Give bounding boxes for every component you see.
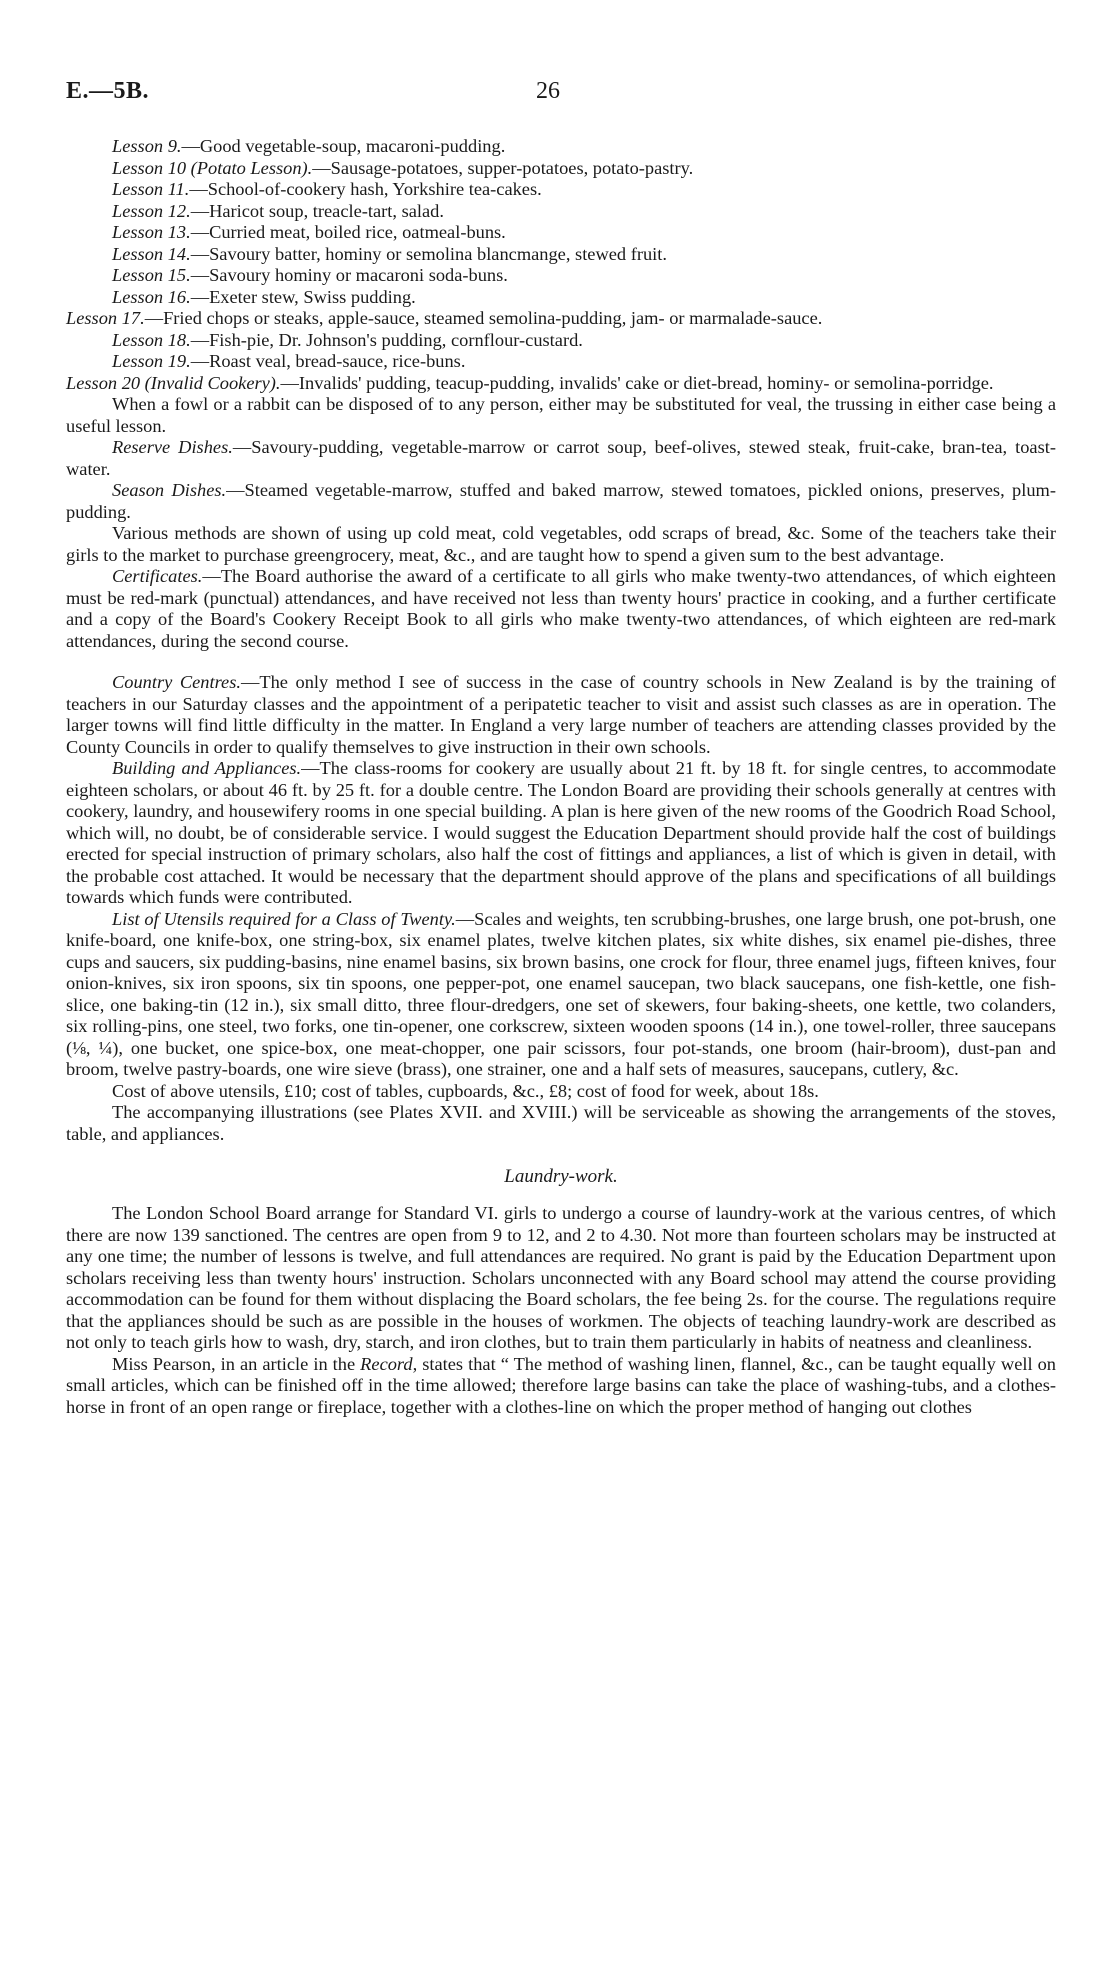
lesson-item: Lesson 10 (Potato Lesson).—Sausage-potatoes, supper-potatoes, potato-pastry.: [112, 157, 694, 178]
country-centres-paragraph: Country Centres.—The only method I see of success in the case of country schools in New Zealand is by the training of teachers in our Saturday classes and the appointment of a peripatetic teacher to visit and assist such classes as are in operation. The larger towns will find little difficulty in the matter. In England a very large number of teachers are attending classes provided by the County Councils in order to qualify themselves to give instruction in their own schools.: [66, 672, 1056, 757]
certificates-paragraph: Certificates.—The Board authorise the award of a certificate to all girls who make twenty-two attendances, of which eighteen must be red-mark (punctual) attendances, and have received not less than twenty hours' practice in cooking, and a further certificate and a copy of the Board's Cookery Receipt Book to all girls who make twenty-two attendances, of which eighteen are red-mark attendances, during the second course.: [66, 566, 1056, 651]
report-reference: E.—5B.: [66, 78, 150, 104]
page-header: [66, 78, 1056, 118]
lesson-item: Lesson 18.—Fish-pie, Dr. Johnson's pudding, cornflour-custard.: [112, 329, 583, 350]
lesson-item: Lesson 13.—Curried meat, boiled rice, oatmeal-buns.: [112, 222, 506, 242]
lesson-item: Lesson 12.—Haricot soup, treacle-tart, salad.: [112, 200, 444, 221]
lesson-list: [66, 136, 1056, 394]
lesson-item: Lesson 15.—Savoury hominy or macaroni soda-buns.: [112, 265, 508, 285]
season-dishes-paragraph: Season Dishes.—Steamed vegetable-marrow, stuffed and baked marrow, stewed tomatoes, pickled onions, preserves, plum-pudding.: [66, 480, 1056, 522]
fowl-paragraph: When a fowl or a rabbit can be disposed of to any person, either may be substituted for veal, the trussing in either case being a useful lesson.: [66, 394, 1056, 436]
building-paragraph: Building and Appliances.—The class-rooms for cookery are usually about 21 ft. by 18 ft. for single centres, to accommodate eighteen scholars, or about 46 ft. by 25 ft. for a double centre. The London Board are providing their schools generally at centres with cookery, laundry, and housewifery rooms in one special building. A plan is here given of the new rooms of the Goodrich Road School, which will, no doubt, be of considerable service. I would suggest the Education Department should provide half the cost of buildings erected for special instruction of primary scholars, also half the cost of fittings and appliances, a list of which is given in detail, with the probable cost attached. It would be necessary that the department should approve of the plans and specifications of all buildings towards which funds were contributed.: [66, 758, 1056, 907]
lesson-item: Lesson 19.—Roast veal, bread-sauce, rice-buns.: [112, 351, 466, 371]
reserve-dishes-paragraph: Reserve Dishes.—Savoury-pudding, vegetable-marrow or carrot soup, beef-olives, stewed steak, fruit-cake, bran-tea, toast-water.: [66, 437, 1056, 479]
methods-paragraph: Various methods are shown of using up cold meat, cold vegetables, odd scraps of bread, &c. Some of the teachers take their girls to the market to purchase greengrocery, meat, &c., and are taught how to spend a given sum to the best advantage.: [66, 523, 1056, 565]
laundry-paragraph-2: Miss Pearson, in an article in the Record, states that “ The method of washing linen, flannel, &c., can be taught equally well on small articles, which can be finished off in the time allowed; therefore large basins can take the place of washing-tubs, and a clothes-horse in front of an open range or fireplace, together with a clothes-line on which the proper method of hanging out clothes: [66, 1353, 1056, 1417]
laundry-paragraph-1: The London School Board arrange for Standard VI. girls to undergo a course of laundry-work at the various centres, of which there are now 139 sanctioned. The centres are open from 9 to 12, and 2 to 4.30. Not more than fourteen scholars may be instructed at any one time; the number of lessons is twelve, and full attendances are required. No grant is paid by the Education Department upon scholars receiving less than twenty hours' instruction. Scholars unconnected with any Board school may attend the course providing accommodation can be found for them without displacing the Board scholars, the fee being 2s. for the course. The regulations require that the appliances should be such as are possible in the houses of workmen. The objects of teaching laundry-work are described as not only to teach girls how to wash, dry, starch, and iron clothes, but to train them particularly in habits of neatness and cleanliness.: [66, 1203, 1056, 1352]
document-page: [66, 78, 1056, 1418]
page-number: 26: [536, 78, 560, 104]
laundry-heading: Laundry-work.: [504, 1166, 618, 1187]
lesson-item: Lesson 17.—Fried chops or steaks, apple-sauce, steamed semolina-pudding, jam- or marmalade-sauce.: [66, 308, 823, 328]
lesson-item: Lesson 16.—Exeter stew, Swiss pudding.: [112, 286, 416, 307]
lesson-item: Lesson 11.—School-of-cookery hash, Yorkshire tea-cakes.: [112, 179, 542, 199]
cost-paragraph: Cost of above utensils, £10; cost of tables, cupboards, &c., £8; cost of food for week, about 18s.: [112, 1080, 819, 1101]
illustrations-paragraph: The accompanying illustrations (see Plates XVII. and XVIII.) will be serviceable as showing the arrangements of the stoves, table, and appliances.: [66, 1102, 1056, 1144]
lesson-item: Lesson 20 (Invalid Cookery).—Invalids' pudding, teacup-pudding, invalids' cake or diet-bread, hominy- or semolina-porridge.: [66, 372, 994, 393]
lesson-item: Lesson 14.—Savoury batter, hominy or semolina blancmange, stewed fruit.: [112, 243, 667, 264]
lesson-item: Lesson 9.—Good vegetable-soup, macaroni-pudding.: [112, 136, 506, 156]
utensils-paragraph: List of Utensils required for a Class of Twenty.—Scales and weights, ten scrubbing-brushes, one large brush, one pot-brush, one knife-board, one knife-box, one string-box, six enamel plates, twelve kitchen plates, six white dishes, six enamel pie-dishes, three cups and saucers, six pudding-basins, nine enamel basins, six brown basins, one crock for flour, three enamel jugs, fifteen knives, four onion-knives, six iron spoons, six tin spoons, one pepper-pot, one enamel saucepan, two black saucepans, one fish-kettle, one fish-slice, one baking-tin (12 in.), six small ditto, three flour-dredgers, one set of skewers, four baking-sheets, one kettle, two colanders, six rolling-pins, one steel, two forks, one tin-opener, one corkscrew, sixteen wooden spoons (14 in.), one towel-roller, three saucepans (⅛, ¼), one bucket, one spice-box, one meat-chopper, one pair scissors, four pot-stands, one broom (hair-broom), dust-pan and broom, twelve pastry-boards, one wire sieve (brass), one strainer, one and a half sets of measures, saucepans, cutlery, &c.: [66, 908, 1056, 1079]
